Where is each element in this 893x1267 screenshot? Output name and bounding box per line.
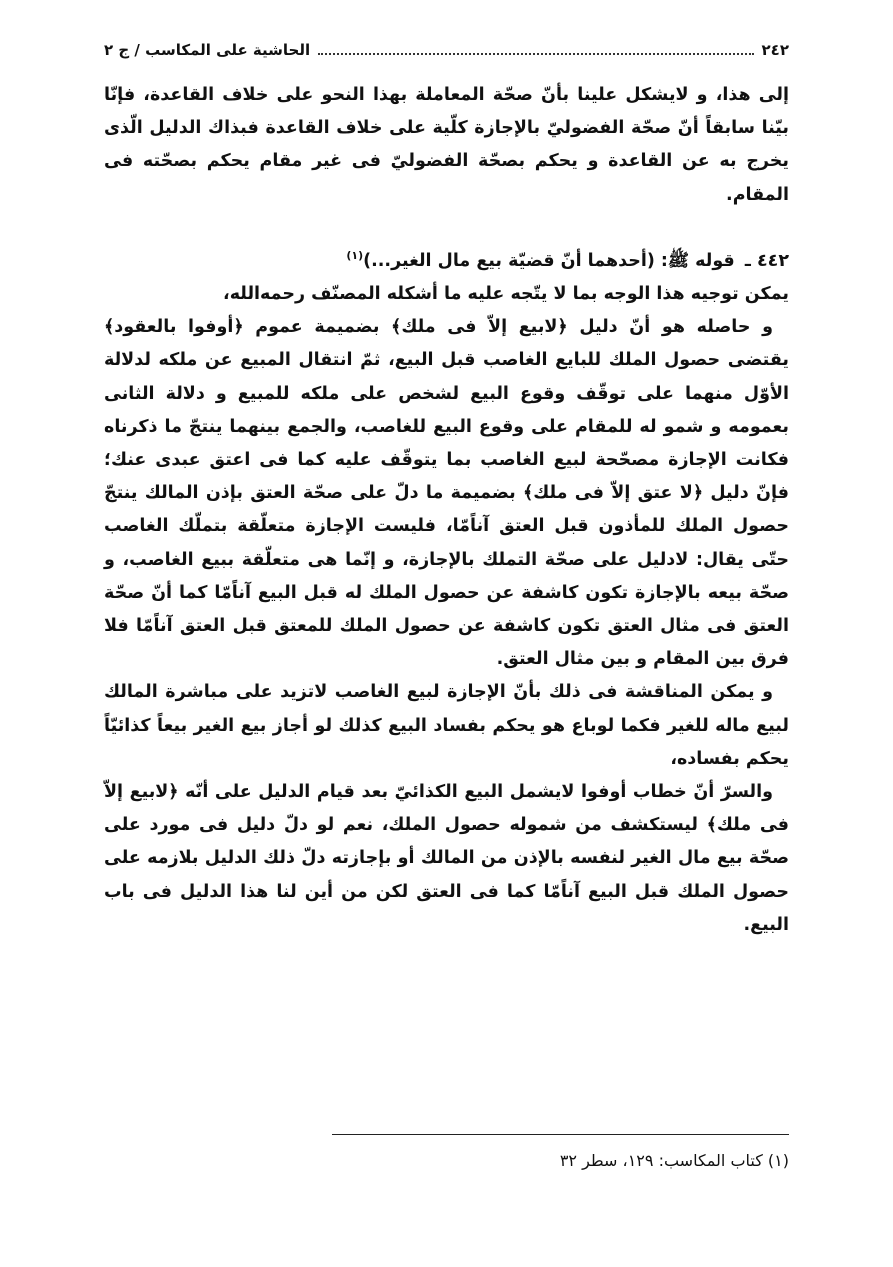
footnote-separator: [332, 1134, 789, 1135]
paragraph-3: و حاصله هو أنّ دليل ﴿لابيع إلاّ فى ملك﴾ بضميمة عموم ﴿أوفوا بالعقود﴾ يقتضى حصول الملك للبايع الغاصب قبل البيع، ثمّ انتقال المبيع عن ملكه لدلالة الأوّل منهما على توقّف وقوع البيع لشخص على ملكه للمبيع و دلالة الثانى بعمومه و شمو له للمقام على وقوع البيع للغاصب، والجمع بينهما ينتجّ ما ذكرناه فكانت الإجازة مصحّحة لبيع الغاصب بما يتوقّف عليه كما فى اعتق عبدى عنك؛ فإنّ دليل ﴿لا عتق إلاّ فى ملك﴾ بضميمة ما دلّ على صحّة العتق بإذن المالك ينتجّ حصول الملك للمأذون قبل العتق آناًمّا، فليست الإجازة متعلّقة بتملّك الغاصب حتّى يقال: لادليل على صحّة التملك بالإجازة، و إنّما هى متعلّقة ببيع الغاصب، و صحّة بيعه بالإجازة تكون كاشفة عن حصول الملك له قبل البيع آناًمّا كما أنّ صحّة العتق فى مثال العتق تكون كاشفة عن حصول الملك للمعتق قبل العتق آناًمّا فلا فرق بين المقام و بين مثال العتق.: [104, 317, 789, 670]
main-text: [104, 79, 789, 942]
paragraph-4: و يمكن المناقشة فى ذلك بأنّ الإجازة لبيع الغاصب لاتزيد على مباشرة المالك لبيع ماله للغير فكما لوباع هو يحكم بفساد البيع كذلك لو أجاز بيع الغير بيعاً كذائيّاً يحكم بفساده،: [104, 682, 789, 769]
page-number: ٢٤٢: [761, 41, 789, 59]
header-dotted-leader: [318, 52, 753, 55]
paragraph-1: إلى هذا، و لايشكل علينا بأنّ صحّة المعاملة بهذا النحو على خلاف القاعدة، فإنّا بيّنا سابقاً أنّ صحّة الفضوليّ بالإجازة كلّية على خلاف القاعدة فبذاك الدليل الّذى يخرج به عن القاعدة و يحكم بصحّة الفضوليّ فى غير مقام يحكم بصحّته فى المقام.: [104, 85, 789, 205]
running-title: الحاشية على المكاسب / ج ٢: [104, 41, 311, 59]
footnote-1: (١) كتاب المكاسب: ١٢٩، سطر ٣٢: [559, 1151, 789, 1170]
footnote-marker: (١): [346, 248, 364, 262]
section-heading-text: قوله ﷺ: (أحدهما أنّ قضيّة بيع مال الغير...): [363, 250, 735, 271]
paragraph-5: والسرّ أنّ خطاب أوفوا لايشمل البيع الكذائيّ بعد قيام الدليل على أنّه ﴿لابيع إلاّ فى ملك﴾ ليستكشف من شموله حصول الملك، نعم لو دلّ دليل فى مورد على صحّة بيع مال الغير لنفسه بالإذن من المالك أو بإجازته دلّ ذلك الدليل بلازمه على حصول الملك قبل البيع آناًمّا كما فى العتق لكن من أين لنا هذا الدليل فى باب البيع.: [104, 782, 789, 935]
section-number: ٤٤٢ ـ: [744, 250, 789, 271]
running-header: [104, 34, 789, 60]
section-heading: [104, 245, 789, 278]
paragraph-2: يمكن توجيه هذا الوجه بما لا يتّجه عليه ما أشكله المصنّف رحمه‌الله،: [223, 284, 789, 305]
